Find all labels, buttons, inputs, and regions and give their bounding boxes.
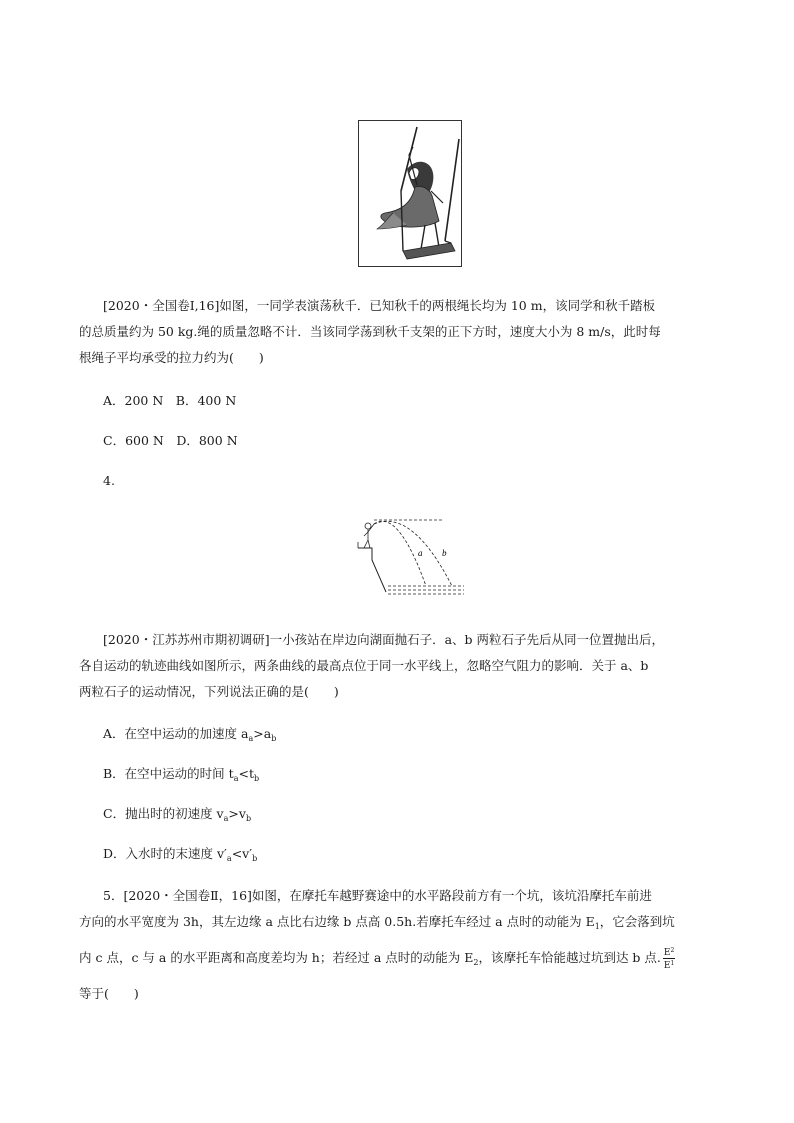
q5-stem-line2-post: ，它会落到坑 xyxy=(599,914,675,929)
sup: 2 xyxy=(670,947,675,954)
q4-option-d xyxy=(103,844,257,869)
label-a: a xyxy=(418,548,423,558)
q3-stem-line3: 根绳子平均承受的拉力约为( ) xyxy=(79,350,264,365)
sub: 1 xyxy=(594,922,600,931)
q3-options-line1: A．200 N B．400 N xyxy=(103,393,237,408)
q4-option-c-text: C．抛出时的初速度 v xyxy=(103,806,224,821)
sub: b xyxy=(252,854,258,863)
frac-den: E xyxy=(663,961,671,971)
sup: 1 xyxy=(670,960,675,967)
sub: a xyxy=(226,854,232,863)
q4-option-d-mid: <v′ xyxy=(231,846,253,861)
q4-option-c-mid: >v xyxy=(228,806,246,821)
q4-option-a-mid: >a xyxy=(253,726,272,741)
energy-ratio-fraction xyxy=(663,946,675,971)
q4-option-a-text: A．在空中运动的加速度 a xyxy=(103,726,249,741)
q4-option-c xyxy=(103,804,251,829)
q4-stem-line2: 各自运动的轨迹曲线如图所示，两条曲线的最高点位于同一水平线上，忽略空气阻力的影响．关于 a、b xyxy=(79,658,649,673)
q3-options-line2: C．600 N D．800 N xyxy=(103,433,238,448)
sub: b xyxy=(245,814,252,823)
q4-stem-line1: [2020・江苏苏州市期初调研]一小孩站在岸边向湖面抛石子．a、b 两粒石子先后从同一位置抛出后， xyxy=(103,632,664,647)
sub: a xyxy=(233,774,239,783)
sub: b xyxy=(271,734,277,743)
q5-stem-line2-text: 方向的水平宽度为 3h，其左边缘 a 点比右边缘 b 点高 0.5h.若摩托车经过 a 点时的动能为 E xyxy=(79,914,595,929)
sub: a xyxy=(248,734,254,743)
sub: 2 xyxy=(473,958,479,967)
q5-stem-line3 xyxy=(79,946,675,973)
trajectory-diagram xyxy=(352,512,468,598)
swing-illustration xyxy=(359,121,461,266)
q5-stem-line4: 等于( ) xyxy=(79,986,139,1001)
q4-option-b-mid: <t xyxy=(238,766,254,781)
q4-option-b xyxy=(103,764,259,789)
q4-option-a xyxy=(103,724,276,749)
q4-option-d-text: D．入水时的末速度 v′ xyxy=(103,846,227,861)
label-b: b xyxy=(442,548,447,558)
swing-figure xyxy=(358,120,462,267)
sub: a xyxy=(223,814,229,823)
q5-stem-line3-post: ，该摩托车恰能越过坑到达 b 点. xyxy=(478,950,661,965)
q4-stem-line3: 两粒石子的运动情况，下列说法正确的是( ) xyxy=(79,684,339,699)
stone-trajectory-figure xyxy=(352,512,468,598)
sub: b xyxy=(253,774,260,783)
q4-number: 4. xyxy=(103,473,115,488)
q5-stem-line3-text: 内 c 点，c 与 a 的水平距离和高度差均为 h；若经过 a 点时的动能为 E xyxy=(79,950,474,965)
q4-option-b-text: B．在空中运动的时间 t xyxy=(103,766,234,781)
q3-stem-line2: 的总质量约为 50 kg.绳的质量忽略不计．当该同学荡到秋千支架的正下方时，速度大小为 8 m/s，此时每 xyxy=(79,324,661,339)
q5-stem-line2 xyxy=(79,912,675,937)
frac-num: E xyxy=(663,948,671,958)
q3-stem-line1: [2020・全国卷Ⅰ,16]如图，一同学表演荡秋千．已知秋千的两根绳长均为 10 m，该同学和秋千踏板 xyxy=(103,298,656,313)
q5-stem-line1: 5．[2020・全国卷Ⅱ，16]如图，在摩托车越野赛途中的水平路段前方有一个坑，该坑沿摩托车前进 xyxy=(103,888,652,903)
